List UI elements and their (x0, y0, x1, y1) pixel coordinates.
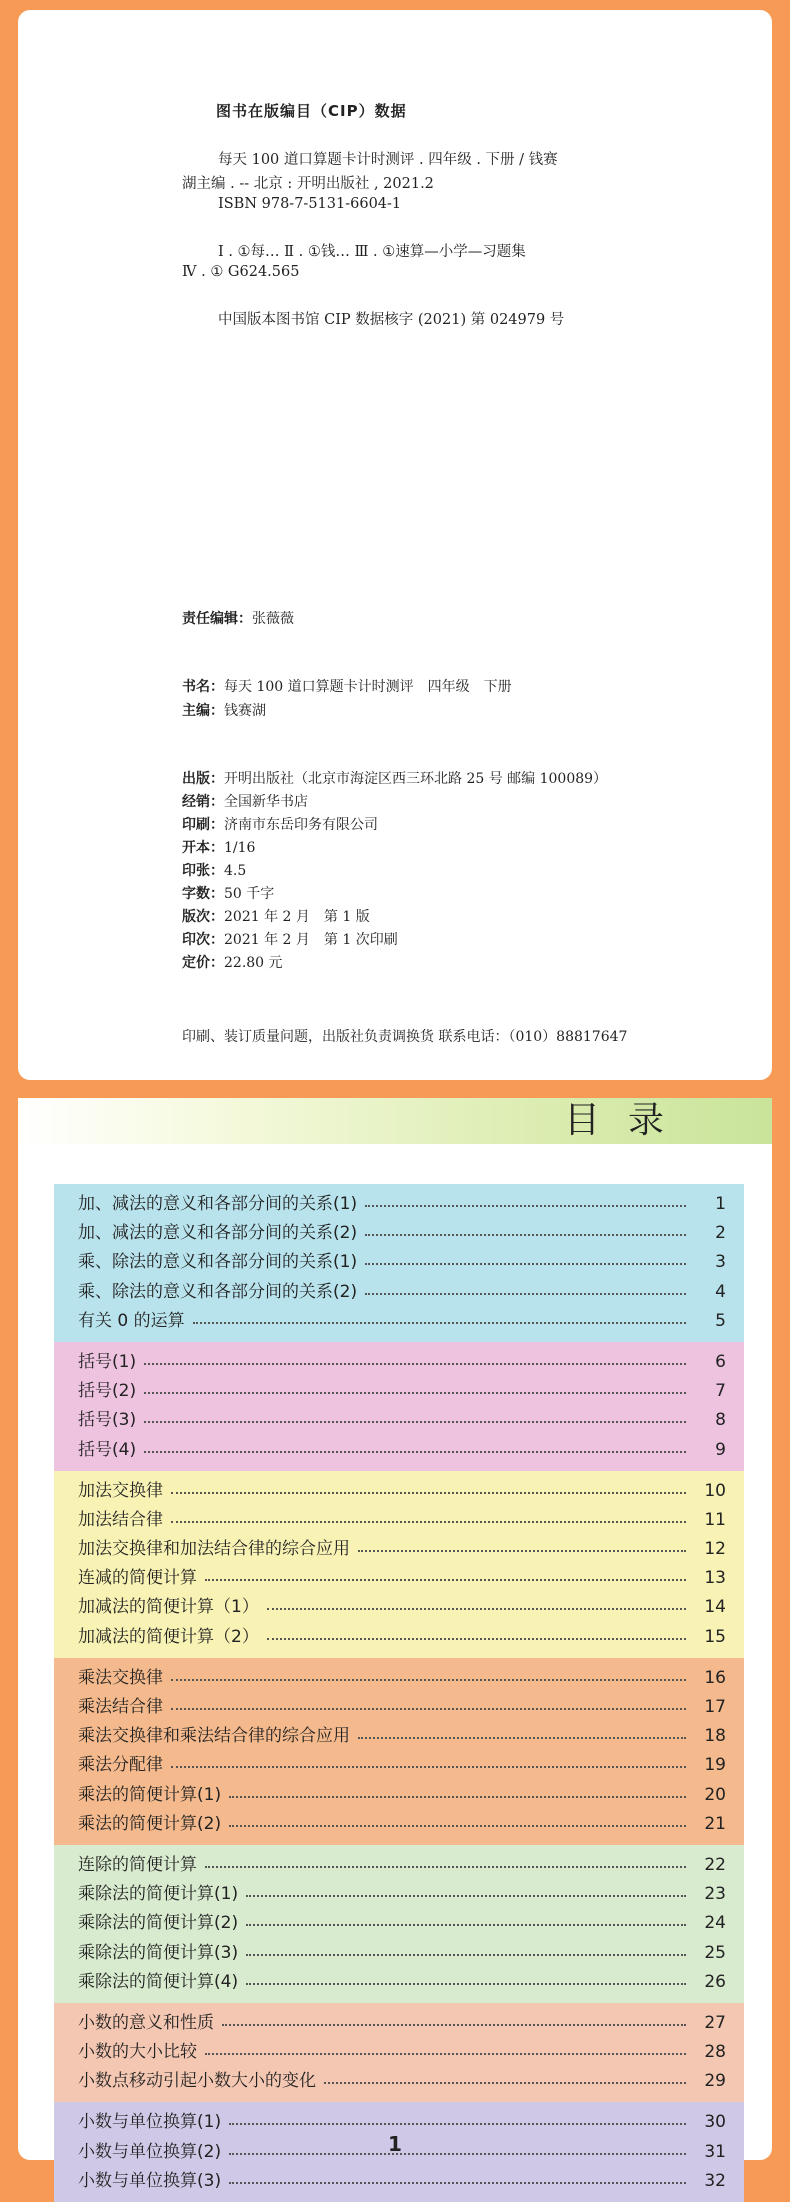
toc-section (54, 1845, 744, 2003)
leader-dots (365, 1263, 686, 1265)
book-label: 书名： (182, 679, 224, 695)
toc-entry-page: 6 (715, 1351, 726, 1372)
toc-entry[interactable] (54, 1851, 744, 1880)
leader-dots (144, 1363, 686, 1365)
toc-entry-page: 32 (704, 2170, 726, 2191)
chief-label: 主编： (182, 703, 224, 719)
toc-entry-title: 乘除法的简便计算(3) (78, 1942, 239, 1963)
toc-entry-page: 18 (704, 1726, 726, 1747)
toc-entry-title: 有关 0 的运算 (78, 1310, 185, 1331)
leader-dots (358, 1550, 686, 1552)
leader-dots (229, 2123, 686, 2125)
impression-value: 2021 年 2 月 第 1 次印刷 (224, 932, 398, 948)
toc-entry-page: 11 (704, 1509, 726, 1530)
words-value: 50 千字 (224, 886, 275, 902)
toc-entry[interactable] (54, 1693, 744, 1722)
toc-entry[interactable] (54, 1190, 744, 1219)
leader-dots (229, 1796, 686, 1798)
toc-entry-title: 乘除法的简便计算(4) (78, 1971, 239, 1992)
toc-section (54, 1658, 744, 1845)
toc-entry-page: 19 (704, 1755, 726, 1776)
leader-dots (365, 1205, 686, 1207)
toc-entry-page: 29 (704, 2071, 726, 2092)
toc-entry[interactable] (54, 1248, 744, 1277)
toc-entry[interactable] (54, 1278, 744, 1307)
toc-entry-page: 2 (715, 1223, 726, 1244)
distributor-label: 经销： (182, 794, 224, 810)
page-number: 1 (388, 2132, 402, 2156)
format-row (182, 837, 255, 857)
toc-page (18, 1098, 772, 2191)
cip-heading: 图书在版编目（CIP）数据 (216, 102, 407, 120)
distributor-value: 全国新华书店 (224, 794, 308, 810)
toc-entry-title: 连除的简便计算 (78, 1854, 197, 1875)
toc-entry[interactable] (54, 1880, 744, 1909)
toc-entry-page: 16 (704, 1667, 726, 1688)
publisher-label: 出版： (182, 771, 224, 787)
leader-dots (229, 2182, 686, 2184)
toc-entry[interactable] (54, 2167, 744, 2196)
toc-entry[interactable] (54, 1623, 744, 1652)
chief-row (182, 700, 266, 720)
toc-entry-page: 27 (704, 2012, 726, 2033)
price-row (182, 952, 283, 972)
leader-dots (171, 1766, 686, 1768)
leader-dots (171, 1708, 686, 1710)
toc-entry-page: 22 (704, 1854, 726, 1875)
toc-entry-page: 1 (715, 1194, 726, 1214)
quality-notice: 印刷、装订质量问题，出版社负责调换货 联系电话：（010）88817647 (182, 1029, 628, 1045)
toc-entry-title: 乘、除法的意义和各部分间的关系(1) (78, 1252, 358, 1273)
toc-entry-title: 小数的大小比较 (78, 2042, 197, 2063)
toc-entry[interactable] (54, 1436, 744, 1465)
edition-value: 2021 年 2 月 第 1 版 (224, 909, 370, 925)
leader-dots (267, 1638, 686, 1640)
book-value: 每天 100 道口算题卡计时测评 四年级 下册 (224, 679, 512, 695)
toc-entry-title: 加法交换律和加法结合律的综合应用 (78, 1539, 350, 1560)
edition-label: 版次： (182, 909, 224, 925)
cip-isbn: ISBN 978-7-5131-6604-1 (218, 196, 402, 212)
toc-entry-page: 30 (704, 2112, 726, 2133)
toc-entry-page: 28 (704, 2042, 726, 2063)
editor-label: 责任编辑： (182, 611, 252, 627)
toc-entry[interactable] (54, 1477, 744, 1506)
toc-entry-title: 加、减法的意义和各部分间的关系(1) (78, 1194, 358, 1214)
cip-line: Ⅰ . ①每… Ⅱ . ①钱… Ⅲ . ①速算—小学—习题集 (218, 244, 526, 260)
toc-list (54, 1184, 744, 2202)
toc-entry[interactable] (54, 1506, 744, 1535)
toc-entry-title: 加、减法的意义和各部分间的关系(2) (78, 1223, 358, 1244)
toc-entry-title: 小数点移动引起小数大小的变化 (78, 2071, 316, 2092)
toc-entry[interactable] (54, 1219, 744, 1248)
toc-entry[interactable] (54, 2038, 744, 2067)
leader-dots (171, 1492, 686, 1494)
toc-entry-page: 17 (704, 1697, 726, 1717)
toc-entry-page: 3 (715, 1252, 726, 1273)
toc-section (54, 2003, 744, 2103)
toc-entry-title: 乘法的简便计算(1) (78, 1784, 222, 1805)
toc-entry-page: 4 (715, 1281, 726, 1302)
book-row (182, 676, 512, 696)
leader-dots (246, 1924, 686, 1926)
toc-entry[interactable] (54, 1909, 744, 1938)
toc-entry-title: 加减法的简便计算（2） (78, 1626, 259, 1647)
toc-entry-title: 括号(1) (78, 1351, 137, 1372)
editor-value: 张薇薇 (252, 611, 294, 627)
leader-dots (365, 1234, 686, 1236)
toc-entry-title: 加减法的简便计算（1） (78, 1597, 259, 1618)
impression-label: 印次： (182, 932, 224, 948)
toc-entry[interactable] (54, 1781, 744, 1810)
toc-entry-page: 7 (715, 1381, 726, 1402)
toc-entry-page: 9 (715, 1439, 726, 1460)
edition-row (182, 906, 370, 926)
leader-dots (365, 1293, 686, 1295)
leader-dots (246, 1895, 686, 1897)
leader-dots (144, 1451, 686, 1453)
toc-entry-title: 乘法的简便计算(2) (78, 1813, 222, 1834)
leader-dots (205, 2053, 686, 2055)
toc-entry[interactable] (54, 1664, 744, 1693)
toc-entry[interactable] (54, 1564, 744, 1593)
toc-entry-title: 括号(3) (78, 1410, 137, 1431)
toc-entry[interactable] (54, 1968, 744, 1997)
printer-value: 济南市东岳印务有限公司 (224, 817, 378, 833)
toc-entry[interactable] (54, 2067, 744, 2096)
toc-entry-title: 括号(2) (78, 1381, 137, 1402)
leader-dots (171, 1679, 686, 1681)
leader-dots (193, 1322, 686, 1324)
leader-dots (229, 1825, 686, 1827)
toc-entry-page: 13 (704, 1568, 726, 1589)
leader-dots (171, 1521, 686, 1523)
toc-entry-page: 25 (704, 1942, 726, 1963)
toc-entry-title: 小数与单位换算(1) (78, 2112, 222, 2133)
toc-entry[interactable] (54, 1722, 744, 1751)
toc-entry-title: 加法结合律 (78, 1509, 163, 1530)
toc-entry-title: 小数与单位换算(3) (78, 2170, 222, 2191)
toc-entry-title: 连减的简便计算 (78, 1568, 197, 1589)
leader-dots (246, 1983, 686, 1985)
toc-entry-page: 21 (704, 1813, 726, 1834)
leader-dots (144, 1392, 686, 1394)
toc-header-band (18, 1098, 772, 1144)
toc-entry-title: 乘法交换律 (78, 1667, 163, 1688)
toc-entry-page: 10 (704, 1480, 726, 1501)
leader-dots (205, 1579, 686, 1581)
toc-entry-title: 乘法结合律 (78, 1697, 163, 1717)
words-row (182, 883, 274, 903)
toc-entry-page: 14 (704, 1597, 726, 1618)
toc-entry-title: 乘法交换律和乘法结合律的综合应用 (78, 1726, 350, 1747)
toc-entry-page: 26 (704, 1971, 726, 1992)
distributor-row (182, 791, 308, 811)
chief-value: 钱赛湖 (224, 703, 266, 719)
toc-entry-page: 8 (715, 1410, 726, 1431)
printer-row (182, 814, 378, 834)
toc-entry[interactable] (54, 1593, 744, 1622)
leader-dots (267, 1608, 686, 1610)
cip-line: 每天 100 道口算题卡计时测评 . 四年级 . 下册 / 钱赛 (218, 152, 558, 168)
toc-entry[interactable] (54, 1406, 744, 1435)
toc-entry[interactable] (54, 1348, 744, 1377)
leader-dots (205, 1866, 686, 1868)
toc-entry-page: 20 (704, 1784, 726, 1805)
toc-entry-title: 小数与单位换算(2) (78, 2141, 222, 2162)
toc-entry-page: 24 (704, 1913, 726, 1934)
leader-dots (222, 2024, 686, 2026)
toc-entry-page: 31 (704, 2141, 726, 2162)
toc-entry[interactable] (54, 1377, 744, 1406)
toc-entry[interactable] (54, 1810, 744, 1839)
toc-entry-page: 12 (704, 1539, 726, 1560)
price-value: 22.80 元 (224, 955, 283, 971)
words-label: 字数： (182, 886, 224, 902)
toc-section (54, 1471, 744, 1658)
cip-block (18, 10, 772, 1080)
editor-row (182, 608, 294, 628)
format-value: 1/16 (224, 840, 256, 856)
printer-label: 印刷： (182, 817, 224, 833)
toc-entry-page: 5 (715, 1310, 726, 1331)
toc-entry-title: 括号(4) (78, 1439, 137, 1460)
sheets-value: 4.5 (224, 863, 247, 879)
impression-row (182, 929, 398, 949)
cip-line: 湖主编 . -- 北京 : 开明出版社 , 2021.2 (182, 176, 434, 192)
toc-entry-title: 乘除法的简便计算(1) (78, 1884, 239, 1905)
toc-entry[interactable] (54, 1751, 744, 1780)
format-label: 开本： (182, 840, 224, 856)
leader-dots (324, 2082, 686, 2084)
toc-entry-title: 乘法分配律 (78, 1755, 163, 1776)
toc-title: 目录 (563, 1100, 692, 1141)
toc-entry-title: 加法交换律 (78, 1480, 163, 1501)
toc-entry[interactable] (54, 1307, 744, 1336)
toc-entry-title: 乘除法的简便计算(2) (78, 1913, 239, 1934)
sheets-row (182, 860, 246, 880)
price-label: 定价： (182, 955, 224, 971)
publisher-row (182, 768, 607, 788)
toc-entry[interactable] (54, 2009, 744, 2038)
cip-page (18, 10, 772, 1080)
toc-entry-title: 乘、除法的意义和各部分间的关系(2) (78, 1281, 358, 1302)
leader-dots (246, 1954, 686, 1956)
toc-entry[interactable] (54, 1939, 744, 1968)
publisher-value: 开明出版社（北京市海淀区西三环北路 25 号 邮编 100089） (224, 771, 608, 787)
leader-dots (358, 1737, 686, 1739)
toc-entry-title: 小数的意义和性质 (78, 2012, 214, 2033)
toc-section (54, 1184, 744, 1342)
toc-entry-page: 15 (704, 1626, 726, 1647)
cip-line: Ⅳ . ① G624.565 (182, 264, 300, 280)
cip-catalog-number: 中国版本图书馆 CIP 数据核字 (2021) 第 024979 号 (218, 312, 565, 328)
toc-entry[interactable] (54, 1535, 744, 1564)
leader-dots (144, 1421, 686, 1423)
sheets-label: 印张： (182, 863, 224, 879)
toc-section (54, 1342, 744, 1471)
toc-entry-page: 23 (704, 1884, 726, 1905)
